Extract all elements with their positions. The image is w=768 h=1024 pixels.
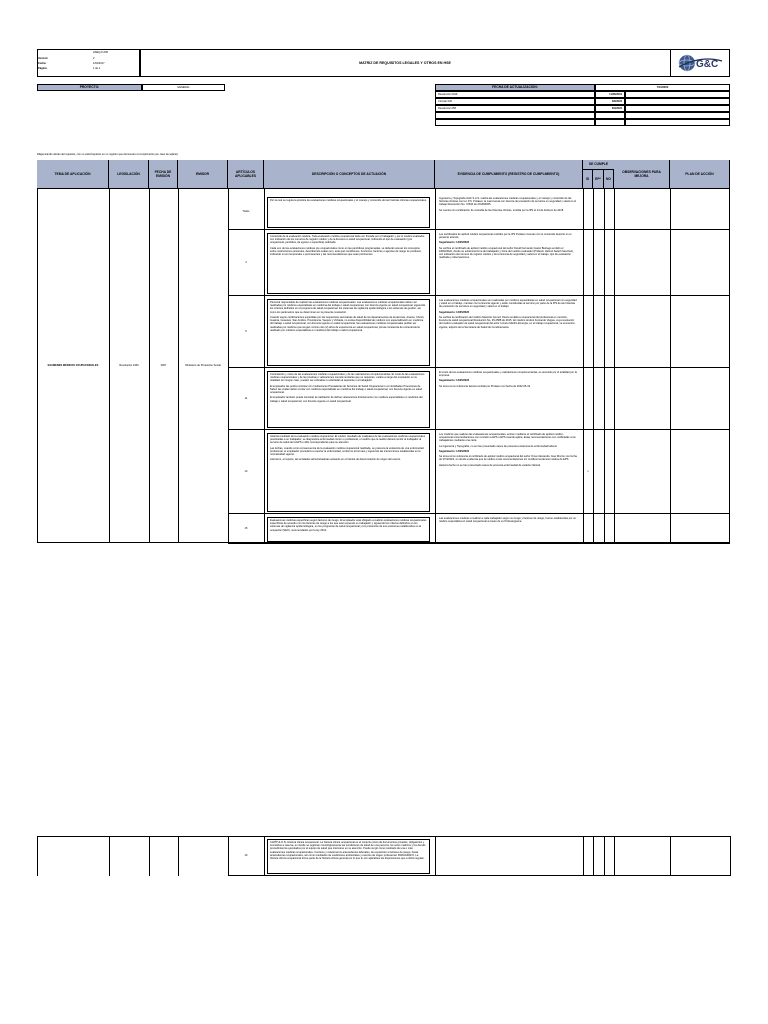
update-entry-date	[595, 119, 625, 126]
group-topic: EXAMENES MÉDICOS OCUPACIONALES	[47, 363, 99, 367]
company-logo	[670, 49, 730, 77]
article-number: 14	[244, 470, 248, 474]
date-label: Fecha:	[38, 62, 47, 65]
evidence-paragraph: Los certificados de aptitud médico ocupacional emitidos por la IPS Prolaser cuentan con el contenido descrito en el presente artículo.	[439, 233, 572, 240]
evidence-paragraph: Se verifica la certificación del médico Mauricio Gomez Osorio emitida a ocupacional del profesional en mención, licencia de salud ocupacional Resolución No. 25-2588 de 2015, del médico Andrés Fernando Vargas, cuya resolución del médico evaluador de salud ocupacional del actor Lozano Mariño Emergía, en el trabajo ocupacional, se encuentra vigente, adjunto de la Secretaría de Salud de Cundinamarca.	[439, 315, 575, 329]
description-cell	[267, 197, 430, 228]
update-entry-date	[595, 112, 625, 119]
evidence-paragraph: Seguimiento: 14/05/2022	[439, 241, 470, 245]
globe-logo-icon	[676, 51, 726, 75]
code-value: HSEQ-F-005	[93, 51, 108, 54]
col-header-topic: TEMA DE APLICACIÓN	[37, 160, 109, 188]
evidence-paragraph: Seguimiento: 14/05/2022	[439, 449, 470, 453]
evidence-paragraph: Se cuenta con certificación de custodia de las historias clínicas, emitida por la IPS el 14 de Febrero de 2018.	[439, 208, 564, 212]
update-entry-date: 3/6/2023	[595, 98, 625, 105]
col-header-articles: ARTÍCULOS APLICABLES	[228, 160, 264, 188]
update-entry-date: 6/3/2023	[595, 105, 625, 112]
description-paragraph: Historia resultado de la evaluación médica ocupacional. El médico resultado de cualquiera de las evaluaciones médicas ocupacionales practicadas a un trabajador, se diagnostica enfermedad común o profesional, el médico que la realizó deberá remitir al trabajador al servicio de salud de la EPS o ARL correspondiente para su atención.	[270, 435, 425, 445]
col-header-date: FECHA DE EMISIÓN	[149, 160, 178, 188]
col-header-observations: OBSERVACIONES PARA MEJORA	[614, 160, 670, 188]
evidence-paragraph: Se toma como referencia factura emitida por Prolaser con fecha de 2022-05-19.	[439, 384, 531, 388]
article-number: 4	[245, 261, 247, 265]
evidence-cell	[437, 298, 579, 366]
update-entry-blank	[625, 112, 730, 119]
description-cell	[267, 371, 430, 428]
col-header-issuer: EMISOR	[178, 160, 228, 188]
evidence-paragraph: La Ingeniería y Topografía, no se han presentado casos de presunta existencia de enfermedad laboral.	[439, 444, 558, 448]
description-paragraph: Por la cual se regula la práctica de evaluaciones médicas ocupacionales y el manejo y contenido de las historias clínicas ocupacionales.	[270, 199, 427, 202]
description-cell	[267, 433, 430, 512]
description-paragraph: Evaluaciones médicas específicas según factores de riesgo. El empleador está obligado a realizar evaluaciones médicas ocupacionales específicas de acuerdo con los factores de riesgo a los que esté expuesto un trabajador y siguiendo los criterios definidos en los sistemas de vigilancia epidemiológica, en los programas de salud ocupacional y los protocolos de sus exámenes establecidos en la ocupación (SEO), recomendados por la ley 2013.	[270, 519, 427, 532]
evidence-paragraph: Las evaluaciones médicas a realizar a cada trabajador según su riesgo y factores de riesgo, fueron establecidas por un médico especialista en salud ocupacional a través de su Profesiograma.	[439, 517, 577, 524]
complies-si-mark	[583, 514, 593, 544]
evidence-cell	[437, 370, 579, 428]
project-label: PROYECTO:	[37, 84, 142, 91]
description-cell	[267, 299, 430, 366]
col-header-complies: SE CUMPLE	[583, 160, 614, 170]
description-paragraph: Cada uno de las evaluaciones médicas pre ocupacionales como en las periódicas programadas, se deberán anexar los conceptos sobre restricciones existentes, describiendo cuáles son, ante qué condiciones, funciones, factores o agentes de riesgo se producen, indicando si son temporales o permanentes y las recomendaciones que sean pertinentes.	[270, 246, 422, 257]
page-label: Página:	[38, 67, 48, 70]
evidence-paragraph: Las evaluaciones médicas ocupacionales son realizadas por médicos especialistas en salud ocupacional con seguridad y salud en el trabajo, cuentan con la licencia vigente y están constituidas al servicio por parte de la IPS de las historias de prestación de servicios en seguridad y salud en el trabajo.	[439, 299, 577, 309]
column-divider	[730, 836, 731, 876]
col-header-ep: EP*	[593, 170, 604, 188]
description-paragraph: Asimismo, el reporte, las entidades administradoras actuarán en el trámite de determinación de origen del evento.	[270, 458, 401, 462]
update-date-value: 7/10/2022	[595, 84, 730, 91]
description-paragraph: El empleador las podrá contratar con Instituciones Prestadoras de Servicios de Salud Ocupacional o con Entidades Promotoras de Salud, las cuales deben contar con médicos especialistas en medicina del trabajo o salud ocupacional, con licencia vigente en salud ocupacional.	[270, 384, 423, 395]
description-cell	[267, 517, 430, 542]
group-date: 2007	[160, 363, 167, 367]
description-paragraph: Personal responsable de realizar las evaluaciones médicas ocupacionales: Las evaluaciones médicas ocupacionales deben ser realizadas por médicos especialistas en medicina del trabajo o salud ocupacional, con licencia vigente en salud ocupacional, siguiendo los criterios definidos en el programa de salud ocupacional, los sistemas de vigilancia epidemiológica o los sistemas de gestión, así como los parámetros que se determinan en la presente resolución.	[270, 301, 426, 314]
update-entry-name: Resolución 058	[435, 105, 595, 112]
header-info-block	[37, 49, 140, 77]
update-date-label: FECHA DE ACTUALIZACIÓN:	[435, 84, 595, 91]
group-legislation: Resolución 2346	[119, 363, 139, 367]
version-label: Versión:	[38, 57, 49, 60]
page-value: 1 de 1	[93, 67, 101, 70]
evidence-cell	[437, 232, 579, 294]
col-header-legislation: LEGISLACIÓN	[109, 160, 149, 188]
col-header-action-plan: PLAN DE ACCIÓN	[670, 160, 730, 188]
evidence-paragraph: Seguimiento: 14/05/2022	[439, 379, 470, 383]
complies-si-mark: x	[587, 470, 589, 474]
article-number: 15	[244, 527, 248, 531]
complies-si-mark	[583, 368, 593, 430]
update-entry-blank	[625, 105, 730, 112]
update-entry-name: Resolución 0019	[435, 91, 595, 98]
update-entry-name	[435, 119, 595, 126]
update-entry-blank	[625, 91, 730, 98]
description-paragraph: El empleador también puede contratar la realización de dichas valoraciones directamente con médicos especialistas en medicina del trabajo o salud ocupacional, con licencia vigente en salud ocupacional.	[270, 396, 423, 403]
complies-si-mark	[583, 194, 593, 230]
evidence-paragraph: Los médicos que realizan las evaluaciones ocupacionales, emiten mediante el certificado de aptitud médico-ocupacional recomendaciones con remisión a EPS o EPS cuando aplica. Estas recomendaciones son notificadas a los trabajadores mediante una carta.	[439, 433, 576, 443]
evidence-cell	[437, 196, 579, 228]
article-number: 11	[244, 397, 248, 401]
evidence-cell	[437, 838, 579, 874]
evidence-cell	[437, 516, 579, 542]
description-cell	[267, 839, 430, 874]
col-header-si: SI	[583, 170, 593, 188]
evidence-paragraph: Seguimiento: 14/05/2022	[439, 310, 470, 314]
evidence-paragraph: El costo de las evaluaciones médicas ocupacionales y valoraciones complementarias, es asumido por el totalidad por la empresa.	[439, 371, 577, 378]
col-header-no: NO	[604, 170, 614, 188]
update-entry-blank	[625, 98, 730, 105]
complies-si-mark	[583, 296, 593, 368]
evidence-paragraph: Se toma como referencia el certificado de aptitud médico ocupacional del señor Omar Alexandre Jose Rincón con fecha de 27/3/2022, en donde evidencia que la médico emite recomendaciones sin certificar tendencia médica de EPS.	[439, 455, 577, 462]
update-entry-blank	[625, 119, 730, 126]
update-entry-name	[435, 112, 595, 119]
update-entry-name: Circular 026	[435, 98, 595, 105]
evidence-paragraph: Se verifica el certificado de aptitud médico ocupacional del señor David Fernando Castro Buitrago emitido el 18/04/2022, donde se evidencia firma del trabajador y firma del médico evaluador (Profesor Helmut Sareth Sanchez), con indicación del número de registro médico y de la licencia de seguridad y salud en el trabajo, tipo de evaluación realizada y observaciones.	[439, 246, 574, 260]
group-issuer: Ministerio de Protección Social	[185, 363, 221, 367]
description-paragraph: Cuando según certificaciones expedidas por las respectivas secretarías de salud de los departamentos de Amazonas, Arauca, Chocó, Guainía, Guaviare, San Andrés, Providencia, Vaupés y Vichada, no exista disponibilidad de médicos con especialización en medicina del trabajo o salud ocupacional, con licencia vigente en salud ocupacional, las evaluaciones médicas ocupacionales podrán ser realizadas por médicos que tengan mínimo dos (2) años de experiencia en salud ocupacional, previa constancia de entrenamiento realizado por médicos especialistas en medicina del trabajo o salud ocupacional.	[270, 315, 425, 332]
date-value: 1/04/2017	[93, 62, 105, 65]
instructions-note: Diligenciando detrás del requisito, con su valor/requisito en un registro que demuestre el cumplimiento (en caso de aplicar)	[37, 153, 179, 156]
version-value: 2	[93, 57, 95, 60]
project-value: GENERAL	[142, 84, 225, 91]
evidence-paragraph: Ingeniería y Topografía G&C S.A.S. realiza las evaluaciones médicas ocupacionales y el manejo y contenido de las historias clínicas con la I.P.S. Prolaser, la cual cuenta con licencia de prestación de servicios en seguridad y salud en el trabajo Resolución No. 72540 de 2019/06/05.	[439, 197, 577, 207]
complies-si-mark	[583, 230, 593, 296]
article-number: Todos	[242, 210, 250, 214]
evidence-cell	[437, 432, 579, 512]
svg-text:G&C: G&C	[695, 59, 718, 70]
description-paragraph: Las fechas, cuando como consecuencia de la evaluación médica ocupacional realizada, se presuma la existencia de una enfermedad profesional, el empleador procederá a reportar la enfermedad, conforme al formato y siguiendo las instrucciones establecidas en la normatividad vigente.	[270, 446, 424, 457]
update-entry-date: 11/26/2019	[595, 91, 625, 98]
evidence-paragraph: Hasta la fecha no se han presentado casos de presunta enfermedad de carácter laboral.	[439, 463, 541, 467]
article-number: 5	[245, 330, 247, 334]
col-header-description: DESCRIPCIÓN O CONCEPTOS DE ACTUACIÓN	[264, 160, 435, 188]
description-paragraph: CAPÍTULO IV. Historia clínica ocupacional. La historia clínica ocupacional es el conjunto único de documentos privados, obligatorios y sometidos a reserva, en donde se registran cronológicamente las condiciones de salud de una persona, los actos médicos y los demás procedimientos ejecutados por el equipo de salud que interviene en su atención. Puede surgir como resultado de una o más evaluaciones médicas ocupacionales. Contiene y relaciona los antecedentes laborales, de exposición a factores de riesgo, hasta antecedentes ocupacionales, así como resultados de mediciones ambientales y eventos de origen profesional. PARÁGRAFO. La historia clínica ocupacional forma parte de la historia clínica general por lo que le son aplicables las disposiciones que a dicha regulan.	[270, 841, 426, 861]
description-paragraph: Contratación y costo de las evaluaciones médicas ocupacionales y de las valoraciones complementarias. El costo de las evaluaciones médicas ocupacionales y de las pruebas o valoraciones complementarias que se requieran, estará a cargo del empleador en su totalidad. En ningún caso, pueden ser cobradas ni solicitadas al aspirante o al trabajador.	[270, 373, 425, 383]
document-title: MATRIZ DE REQUISITOS LEGALES Y OTROS EN HSE	[359, 60, 451, 65]
description-paragraph: Contenido de la evaluación médica. Toda evaluación médica ocupacional debe ser firmada por el trabajador y por el médico evaluador, con indicación de los números de registro médico y de la licencia en salud ocupacional, indicando el tipo de evaluación (pre ocupacional, periódica, de egreso o específica) realizada.	[270, 235, 425, 245]
description-cell	[267, 233, 430, 294]
article-number: 16	[244, 854, 248, 858]
col-header-evidence: EVIDENCIA DE CUMPLIMIENTO (REGISTRO DE CUMPLIMIENTO)	[435, 160, 583, 188]
